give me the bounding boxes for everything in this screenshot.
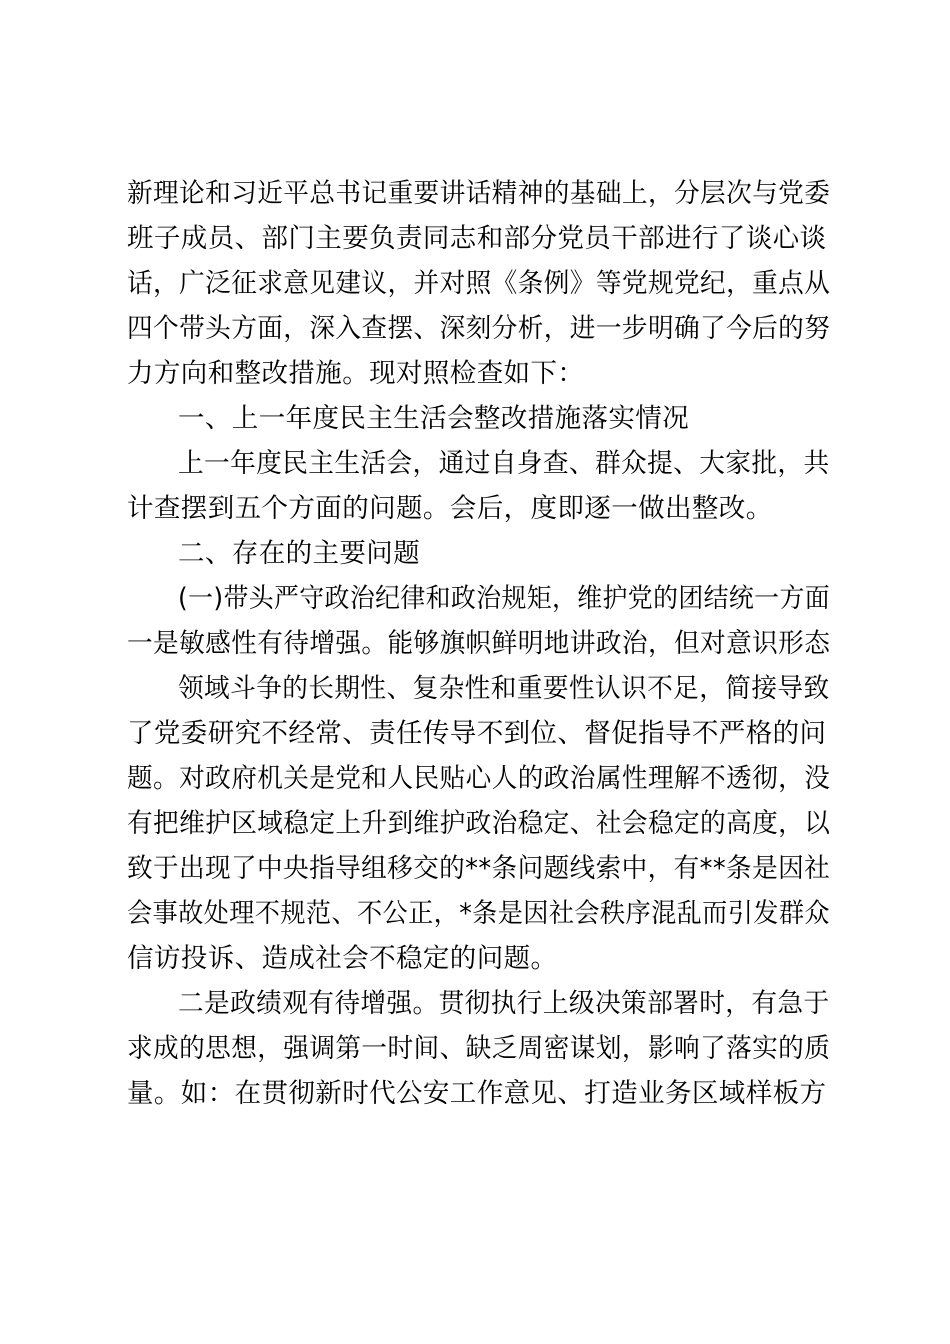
body-text-line: 新理论和习近平总书记重要讲话精神的基础上，分层次与党委	[127, 178, 831, 209]
body-text-line: 上一年度民主生活会，通过自身查、群众提、大家批，共	[178, 448, 830, 479]
body-text-line: 信访投诉、造成社会不稳定的问题。	[127, 943, 558, 974]
body-text-line: 力方向和整改措施。现对照检查如下：	[127, 358, 585, 389]
body-text-line: 求成的思想，强调第一时间、缺乏周密谋划，影响了落实的质	[127, 1033, 831, 1064]
body-text-line: 二是政绩观有待增强。贯彻执行上级决策部署时，有急于	[178, 988, 830, 1019]
body-text-line: 一是敏感性有待增强。能够旗帜鲜明地讲政治，但对意识形态	[127, 628, 831, 659]
body-text-line: 题。对政府机关是党和人民贴心人的政治属性理解不透彻，没	[127, 763, 831, 794]
body-text-line: 话，广泛征求意见建议，并对照《条例》等党规党纪，重点从	[127, 268, 831, 299]
section-heading-2: 二、存在的主要问题	[178, 538, 421, 569]
body-text-line: 计查摆到五个方面的问题。会后，度即逐一做出整改。	[127, 493, 773, 524]
body-text-line: 量。如：在贯彻新时代公安工作意见、打造业务区域样板方	[127, 1078, 827, 1109]
body-text-line: 班子成员、部门主要负责同志和部分党员干部进行了谈心谈	[127, 223, 827, 254]
section-heading-1: 一、上一年度民主生活会整改措施落实情况	[178, 403, 690, 434]
body-text-line: 会事故处理不规范、不公正，*条是因社会秩序混乱而引发群众	[127, 898, 830, 929]
body-text-line: 四个带头方面，深入查摆、深刻分析，进一步明确了今后的努	[127, 313, 831, 344]
body-text-line: 致于出现了中央指导组移交的**条问题线索中，有**条是因社	[127, 853, 831, 884]
subsection-heading: (一)带头严守政治纪律和政治规矩，维护党的团结统一方面	[178, 583, 830, 614]
body-text-line: 了党委研究不经常、责任传导不到位、督促指导不严格的问	[127, 718, 827, 749]
body-text-line: 有把维护区域稳定上升到维护政治稳定、社会稳定的高度，以	[127, 808, 831, 839]
body-text-line: 领域斗争的长期性、复杂性和重要性认识不足，简接导致	[178, 673, 830, 704]
